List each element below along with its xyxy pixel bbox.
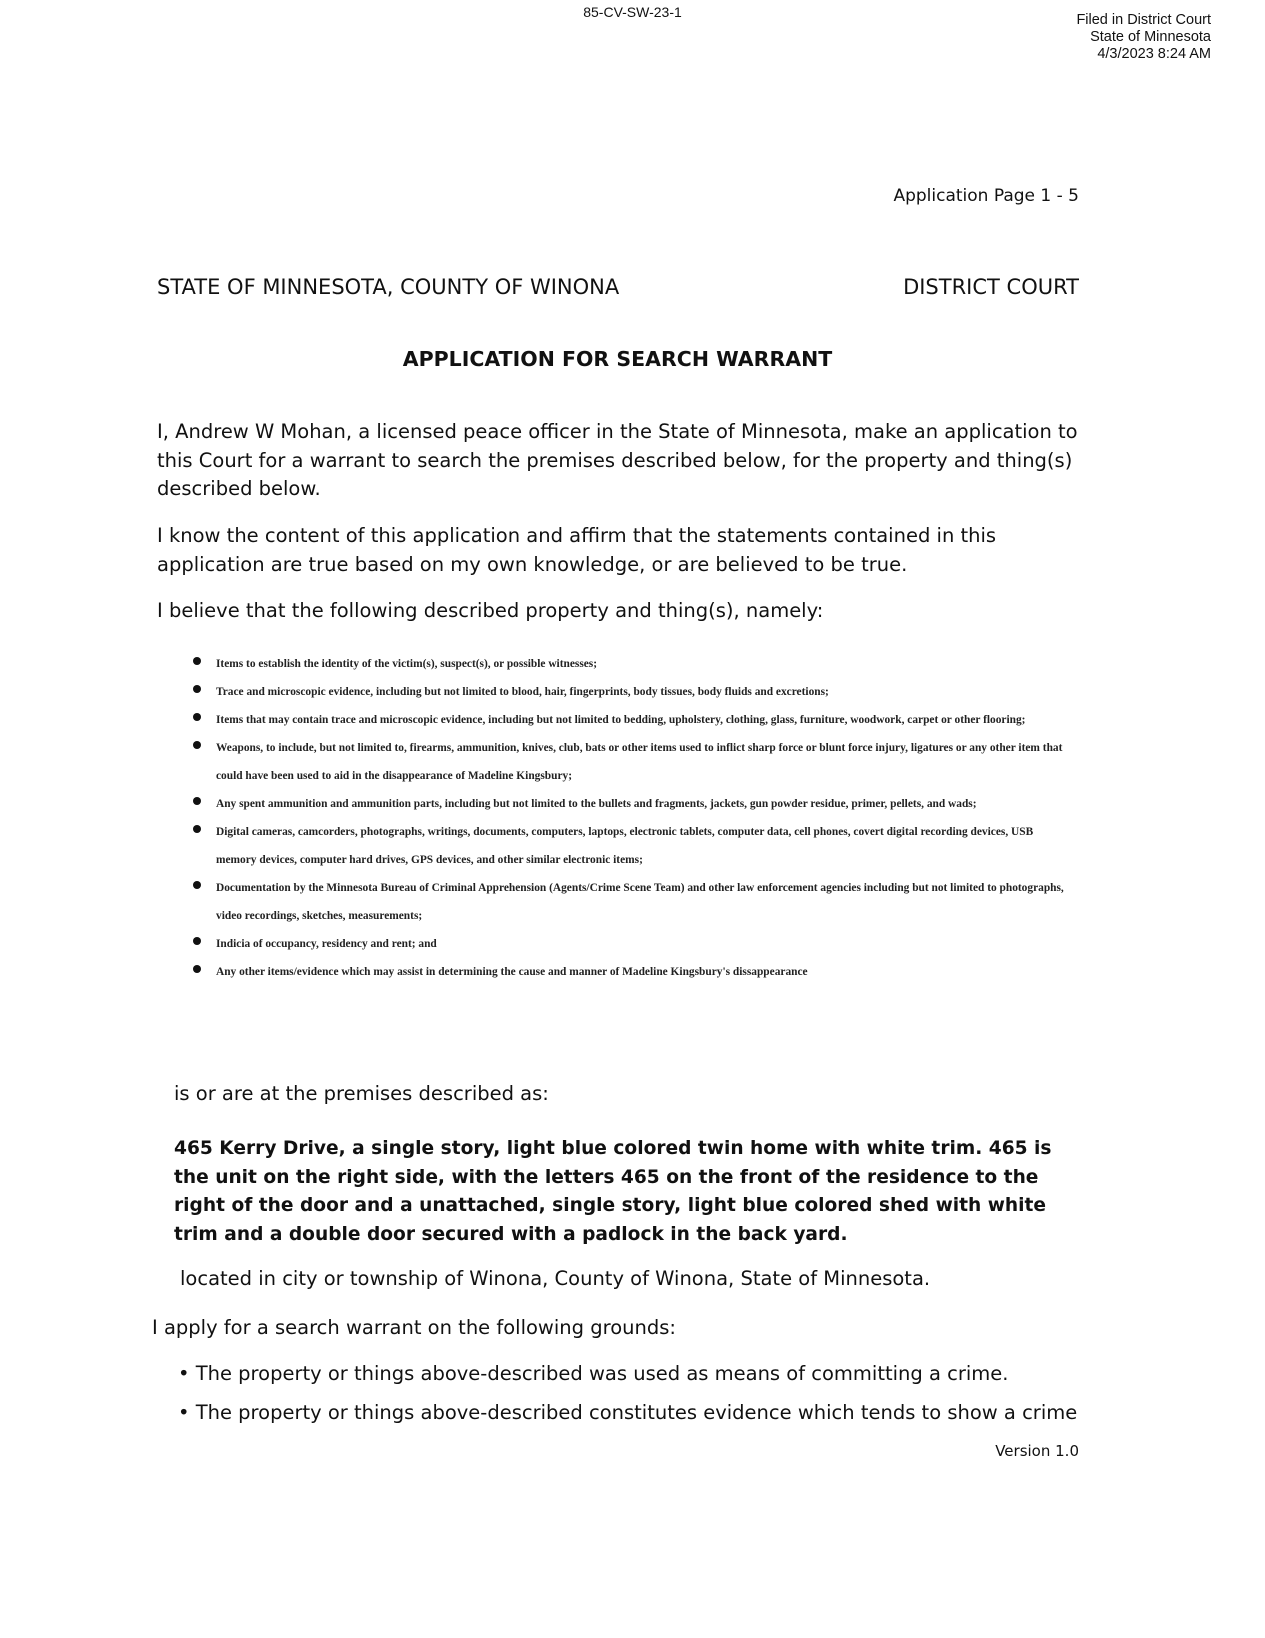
list-item	[190, 958, 1070, 986]
bullet-icon	[193, 685, 201, 693]
list-item-text: Digital cameras, camcorders, photographs, writings, documents, computers, laptops, electronic tablets, computer data, cell phones, covert digital recording devices, USB memory devices, computer hard drives, GPS devices, and other similar electronic items;	[216, 826, 1034, 866]
grounds-item: • The property or things above-described constitutes evidence which tends to show a crime	[178, 1401, 1078, 1424]
jurisdiction-heading: STATE OF MINNESOTA, COUNTY OF WINONA	[157, 275, 620, 299]
bullet-icon	[193, 797, 201, 805]
property-intro: I believe that the following described property and thing(s), namely:	[157, 599, 824, 622]
list-item	[190, 930, 1070, 958]
list-item	[190, 818, 1070, 874]
grounds-item: • The property or things above-described was used as means of committing a crime.	[178, 1362, 1009, 1385]
premises-intro: is or are at the premises described as:	[174, 1082, 549, 1105]
bullet-icon	[193, 937, 201, 945]
filed-stamp-line: Filed in District Court	[1076, 12, 1211, 28]
bullet-icon	[193, 713, 201, 721]
intro-paragraph: I, Andrew W Mohan, a licensed peace officer in the State of Minnesota, make an application to this Court for a warrant to search the premises described below, for the property and thing(s) described below.	[157, 420, 1078, 500]
list-item-text: Weapons, to include, but not limited to, firearms, ammunition, knives, club, bats or other items used to inflict sharp force or blunt force injury, ligatures or any other item that could have been used to aid in the disappearance of Madeline Kingsbury;	[216, 742, 1063, 782]
court-heading: DISTRICT COURT	[903, 275, 1079, 299]
filed-stamp-line: State of Minnesota	[1090, 29, 1211, 45]
list-item-text: Indicia of occupancy, residency and rent; and	[216, 938, 437, 950]
list-item-text: Trace and microscopic evidence, including but not limited to blood, hair, fingerprints, body tissues, body fluids and excretions;	[216, 686, 829, 698]
list-item	[190, 706, 1070, 734]
list-item-text: Items that may contain trace and microscopic evidence, including but not limited to bedding, upholstery, clothing, glass, furniture, woodwork, carpet or other flooring;	[216, 714, 1026, 726]
bullet-icon	[193, 965, 201, 973]
list-item	[190, 650, 1070, 678]
page-label: Application Page 1 - 5	[893, 186, 1079, 206]
list-item	[190, 734, 1070, 790]
list-item	[190, 790, 1070, 818]
affirmation-paragraph: I know the content of this application and affirm that the statements contained in this application are true based on my own knowledge, or are believed to be true.	[157, 524, 997, 576]
version-label: Version 1.0	[995, 1442, 1079, 1460]
property-items-list	[190, 650, 1070, 986]
bullet-icon	[193, 881, 201, 889]
list-item-text: Any other items/evidence which may assist in determining the cause and manner of Madeline Kingsbury's dissappearance	[216, 966, 808, 978]
premises-location: located in city or township of Winona, County of Winona, State of Minnesota.	[180, 1267, 931, 1290]
list-item	[190, 874, 1070, 930]
list-item-text: Items to establish the identity of the victim(s), suspect(s), or possible witnesses;	[216, 658, 598, 670]
case-number: 85-CV-SW-23-1	[583, 4, 682, 20]
grounds-list	[178, 1354, 1108, 1432]
filed-stamp	[1076, 12, 1211, 63]
premises-description: 465 Kerry Drive, a single story, light blue colored twin home with white trim. 465 is the unit on the right side, with the letters 465 on the front of the residence to the right of the door and a unattached, single story, light blue colored shed with white trim and a double door secured with a padlock in the back yard.	[174, 1138, 1052, 1245]
document-title: APPLICATION FOR SEARCH WARRANT	[402, 347, 833, 371]
bullet-icon	[193, 825, 201, 833]
bullet-icon	[193, 657, 201, 665]
grounds-intro: I apply for a search warrant on the following grounds:	[152, 1316, 676, 1339]
bullet-icon	[193, 741, 201, 749]
list-item-text: Documentation by the Minnesota Bureau of Criminal Apprehension (Agents/Crime Scene Team) and other law enforcement agencies including but not limited to photographs, video recordings, sketches, measurements;	[216, 882, 1064, 922]
filed-stamp-line: 4/3/2023 8:24 AM	[1097, 46, 1211, 62]
list-item	[190, 678, 1070, 706]
list-item-text: Any spent ammunition and ammunition parts, including but not limited to the bullets and fragments, jackets, gun powder residue, primer, pellets, and wads;	[216, 798, 977, 810]
